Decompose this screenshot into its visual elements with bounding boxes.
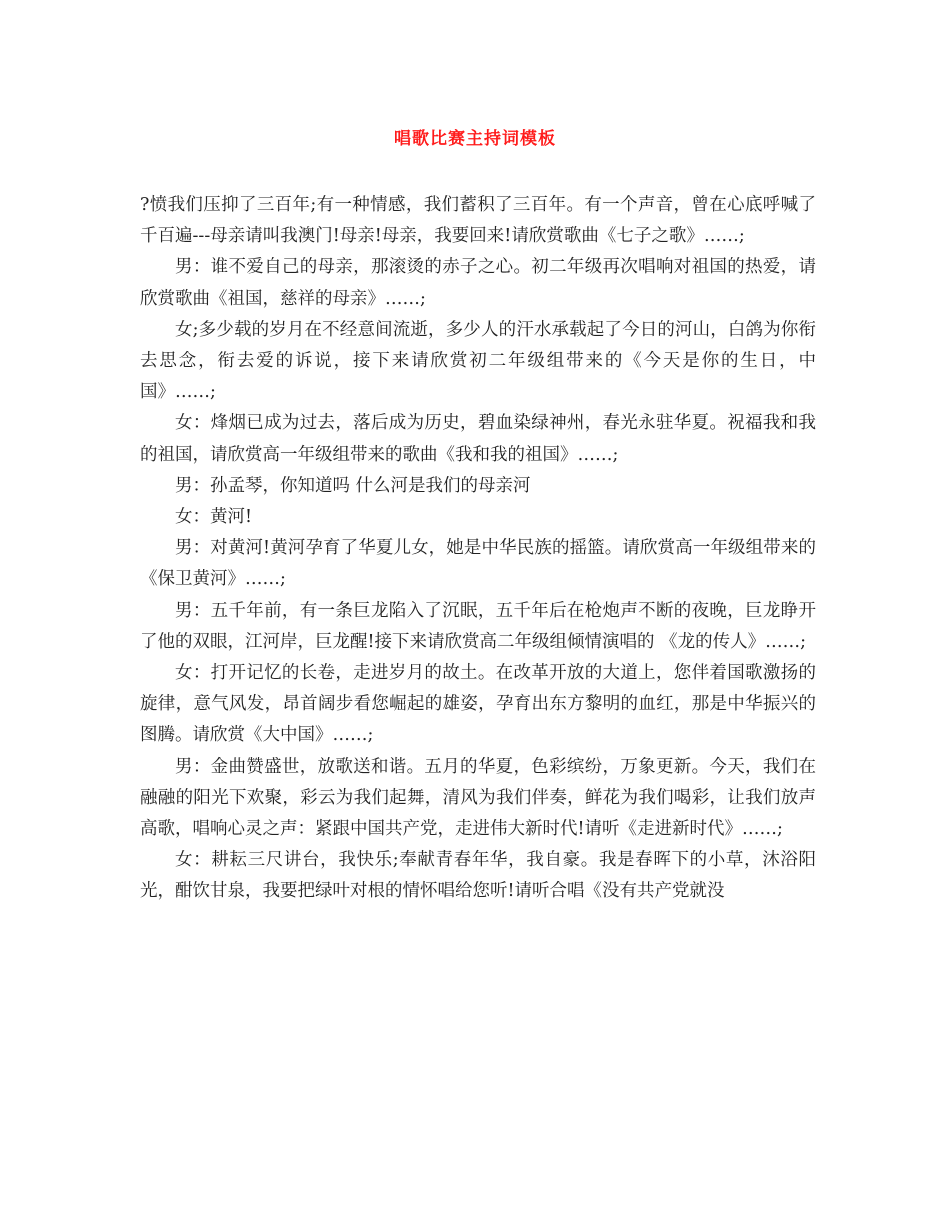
document-title: 唱歌比赛主持词模板 (394, 129, 556, 149)
paragraph: 女：打开记忆的长卷，走进岁月的故土。在改革开放的大道上，您伴着国歌激扬的旋律，意气风发，昂首阔步看您崛起的雄姿，孕育出东方黎明的血红，那是中华振兴的图腾。请欣赏《大中国》……; (140, 663, 816, 746)
paragraph: 女：耕耘三尺讲台，我快乐;奉献青春年华，我自豪。我是春晖下的小草，沐浴阳光，酣饮甘泉，我要把绿叶对根的情怀唱给您听!请听合唱《没有共产党就没 (140, 850, 816, 902)
paragraph: 男：孙孟琴，你知道吗 什么河是我们的母亲河 (175, 475, 531, 496)
document-body (140, 190, 816, 908)
paragraph: 女：烽烟已成为过去，落后成为历史，碧血染绿神州，春光永驻华夏。祝福我和我的祖国，请欣赏高一年级组带来的歌曲《我和我的祖国》……; (140, 413, 816, 465)
paragraph: 男：金曲赞盛世，放歌送和谐。五月的华夏，色彩缤纷，万象更新。今天，我们在融融的阳光下欢聚，彩云为我们起舞，清风为我们伴奏，鲜花为我们喝彩，让我们放声高歌，唱响心灵之声：紧跟中国共产党，走进伟大新时代!请听《走进新时代》……; (140, 756, 816, 840)
paragraph: 男：谁不爱自己的母亲，那滚烫的赤子之心。初二年级再次唱响对祖国的热爱，请欣赏歌曲《祖国，慈祥的母亲》……; (140, 257, 816, 309)
paragraph: 女：黄河! (175, 507, 253, 528)
paragraph: 男：五千年前，有一条巨龙陷入了沉眠，五千年后在枪炮声不断的夜晚，巨龙睁开了他的双眼，江河岸，巨龙醒!接下来请欣赏高二年级组倾情演唱的 《龙的传人》……; (140, 600, 816, 652)
paragraph: 男：对黄河!黄河孕育了华夏儿女，她是中华民族的摇篮。请欣赏高一年级组带来的《保卫黄河》……; (140, 538, 816, 590)
paragraph: 女;多少载的岁月在不经意间流逝，多少人的汗水承载起了今日的河山，白鸽为你衔去思念，衔去爱的诉说，接下来请欣赏初二年级组带来的《今天是你的生日，中国》……; (140, 319, 816, 403)
paragraph: ?愤我们压抑了三百年;有一种情感，我们蓄积了三百年。有一个声音，曾在心底呼喊了千百遍---母亲请叫我澳门!母亲!母亲，我要回来!请欣赏歌曲《七子之歌》……; (140, 195, 816, 247)
